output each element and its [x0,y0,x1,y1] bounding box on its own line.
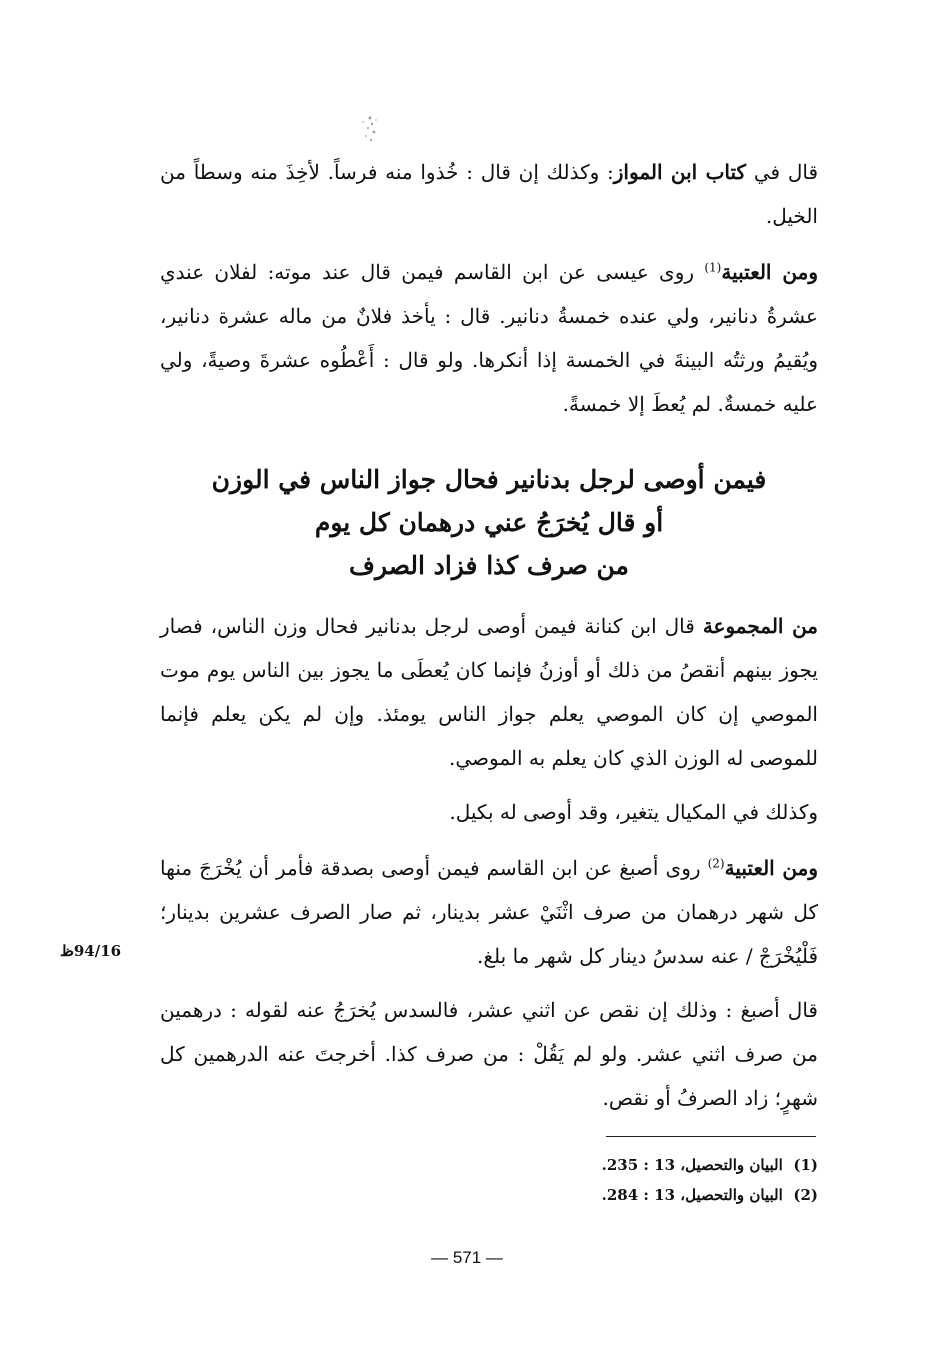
para3-source: من المجموعة [702,614,818,638]
para1-lead: قال في [746,160,818,184]
footnote-1 [500,1150,818,1180]
para2-text: روى عيسى عن ابن القاسم فيمن قال عند موته: لفلان عندي عشرةُ دنانير، ولي عنده خمسةُ دنانير. قال : يأخذ فلانٌ من ماله عشرة دنانير، ويُقيمُ ورثتُه البينةَ في الخمسة إذا أنكرها. ولو قال : أَعْطُوه عشرةَ وصيةً، ولي عليه خمسةٌ. لم يُعطَ إلا خمسةً. [160,260,818,416]
footnote-1-text: البيان والتحصيل، 13 : 235. [601,1156,783,1174]
paragraph-utbiyya-2 [160,846,818,978]
paragraph-majmua [160,604,818,780]
footnote-2-number: (2) [793,1186,818,1204]
paragraph-mikyal [160,790,818,834]
para3-text: قال ابن كنانة فيمن أوصى لرجل بدنانير فحال وزن الناس، فصار يجوز بينهم أنقصُ من ذلك أو أوزنُ فإنما كان يُعطَى ما يجوز بين الناس يوم موت الموصي إن كان الموصي يعلم جواز الناس يومئذ. وإن لم يكن يعلم فإنما للموصى له الوزن الذي كان يعلم به الموصي. [160,614,818,770]
paragraph-ibn-mawaz [160,150,818,238]
section-heading [160,458,818,587]
para1-rest: : وكذلك إن قال : خُذوا منه فرساً. لأخِذَ منه وسطاً من الخيل. [160,160,818,228]
footnotes [500,1150,818,1210]
ink-smudge [348,110,388,150]
margin-folio-note: 94/16ظ [60,942,122,960]
footnote-2-text: البيان والتحصيل، 13 : 284. [601,1186,783,1204]
heading-line-3: من صرف كذا فزاد الصرف [349,551,629,580]
para6-text: قال أصبغ : وذلك إن نقص عن اثني عشر، فالسدس يُخرَجُ عنه لقوله : درهمين من صرف اثني عشر. ولو لم يَقُلْ : من صرف كذا. أخرجتَ عنه الدرهمين كل شهرٍ؛ زاد الصرفُ أو نقص. [160,998,818,1110]
page-number: — 571 — [431,1248,503,1267]
footnote-ref-2: (2) [707,856,725,871]
paragraph-utbiyya-1 [160,250,818,426]
footnote-2 [500,1180,818,1210]
para5-text: روى أصبغ عن ابن القاسم فيمن أوصى بصدقة فأمر أن يُخْرَجَ منها كل شهر درهمان من صرف اثْنَيْ عشر بدينار، ثم صار الصرف عشرين بدينار؛ فَلْيُخْرَجْ / عنه سدسُ دينار كل شهر ما بلغ. [160,856,818,968]
para4-text: وكذلك في المكيال يتغير، وقد أوصى له بكيل. [449,800,818,824]
heading-line-2: أو قال يُخرَجُ عني درهمان كل يوم [314,508,664,537]
para5-source: ومن العتبية [724,856,819,880]
footnote-1-number: (1) [793,1156,818,1174]
para2-source: ومن العتبية [721,260,818,284]
para1-book: كتاب ابن المواز [613,160,747,184]
paragraph-asbagh [160,988,818,1120]
heading-line-1: فيمن أوصى لرجل بدنانير فحال جواز الناس في الوزن [211,465,767,494]
footnote-divider [606,1136,816,1137]
footnote-ref-1: (1) [704,260,722,275]
